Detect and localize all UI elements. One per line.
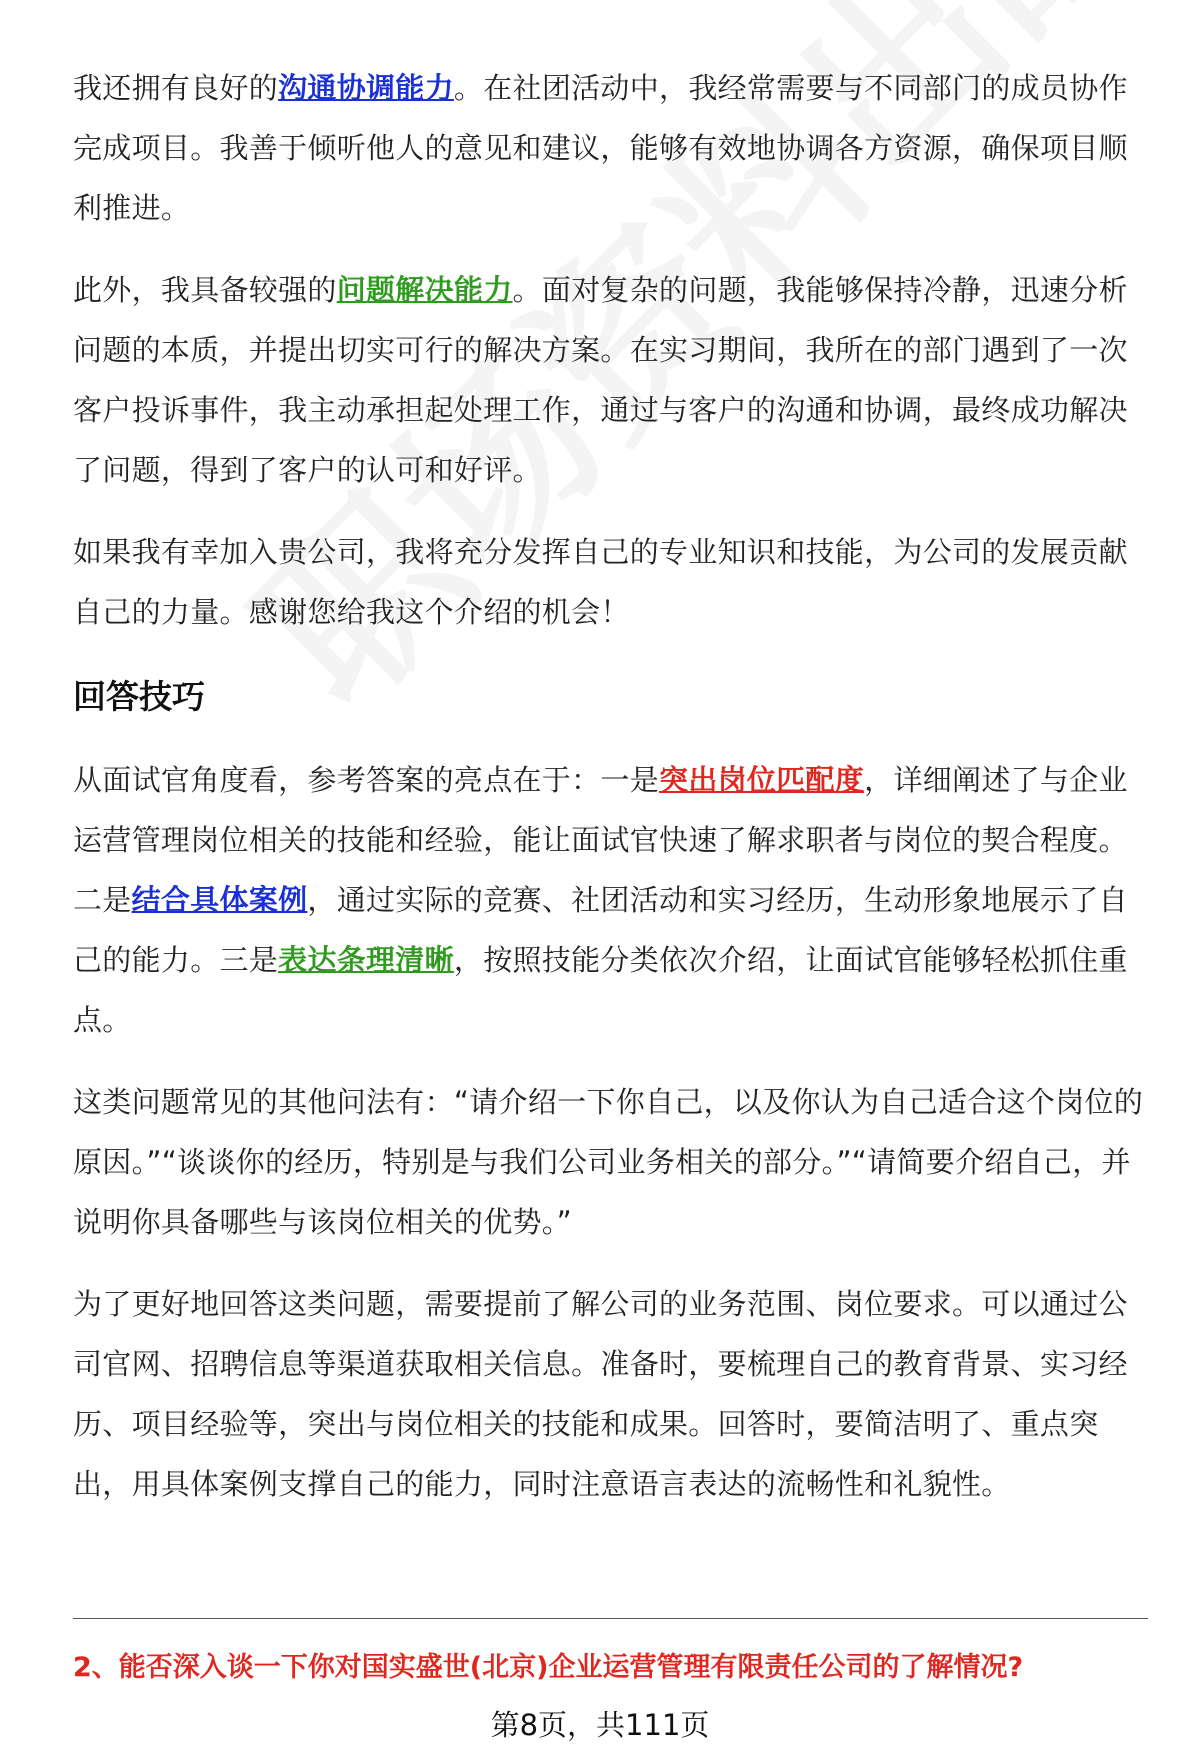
paragraph-text: 从面试官角度看，参考答案的亮点在于：一是: [73, 763, 660, 797]
paragraph-alternate-questions: 这类问题常见的其他问法有：“请介绍一下你自己，以及你认为自己适合这个岗位的原因。”“谈谈你的经历，特别是与我们公司业务相关的部分。”“请简要介绍自己，并说明你具备哪些与该岗位相关的优势。”: [73, 1085, 1144, 1239]
paragraph-communication: [73, 58, 1148, 238]
paragraph-text: 。面对复杂的问题，我能够保持冷静，迅速分析问题的本质，并提出切实可行的解决方案。在实习期间，我所在的部门遇到了一次客户投诉事件，我主动承担起处理工作，通过与客户的沟通和协调，最终成功解决了问题，得到了客户的认可和好评。: [73, 273, 1128, 487]
page-footer: 第8页，共111页: [490, 1708, 710, 1742]
paragraph-text: ，详细阐述了与企业运营管理岗位相关的技能和经验，能让面试官快速了解求职者与岗位的契合程度。二是: [73, 763, 1128, 917]
next-question-heading: 2、能否深入谈一下你对国实盛世(北京)企业运营管理有限责任公司的了解情况?: [73, 1652, 1024, 1683]
document-body: [73, 58, 1148, 1536]
paragraph-text: 。在社团活动中，我经常需要与不同部门的成员协作完成项目。我善于倾听他人的意见和建议，能够有效地协调各方资源，确保项目顺利推进。: [73, 71, 1128, 225]
highlight-job-match: 突出岗位匹配度: [659, 763, 865, 797]
paragraph-text: ，通过实际的竞赛、社团活动和实习经历，生动形象地展示了自己的能力。三是: [73, 883, 1128, 977]
paragraph-text: ，按照技能分类依次介绍，让面试官能够轻松抓住重点。: [73, 943, 1128, 1037]
section-heading: 回答技巧: [73, 677, 205, 716]
paragraph-tips-highlights: [73, 750, 1148, 1050]
highlight-communication-skill: 沟通协调能力: [278, 71, 454, 105]
paragraph-text: 我还拥有良好的: [73, 71, 279, 105]
highlight-problem-solving-skill: 问题解决能力: [336, 273, 513, 307]
paragraph-preparation: 为了更好地回答这类问题，需要提前了解公司的业务范围、岗位要求。可以通过公司官网、招聘信息等渠道获取相关信息。准备时，要梳理自己的教育背景、实习经历、项目经验等，突出与岗位相关的技能和成果。回答时，要简洁明了、重点突出，用具体案例支撑自己的能力，同时注意语言表达的流畅性和礼貌性。: [73, 1287, 1128, 1501]
paragraph-problem-solving: [73, 260, 1148, 500]
divider: [73, 1618, 1148, 1619]
paragraph-closing: 如果我有幸加入贵公司，我将充分发挥自己的专业知识和技能，为公司的发展贡献自己的力量。感谢您给我这个介绍的机会！: [73, 535, 1128, 629]
paragraph-text: 此外，我具备较强的: [73, 273, 337, 307]
highlight-clear-structure: 表达条理清晰: [278, 943, 454, 977]
highlight-concrete-cases: 结合具体案例: [131, 883, 308, 917]
